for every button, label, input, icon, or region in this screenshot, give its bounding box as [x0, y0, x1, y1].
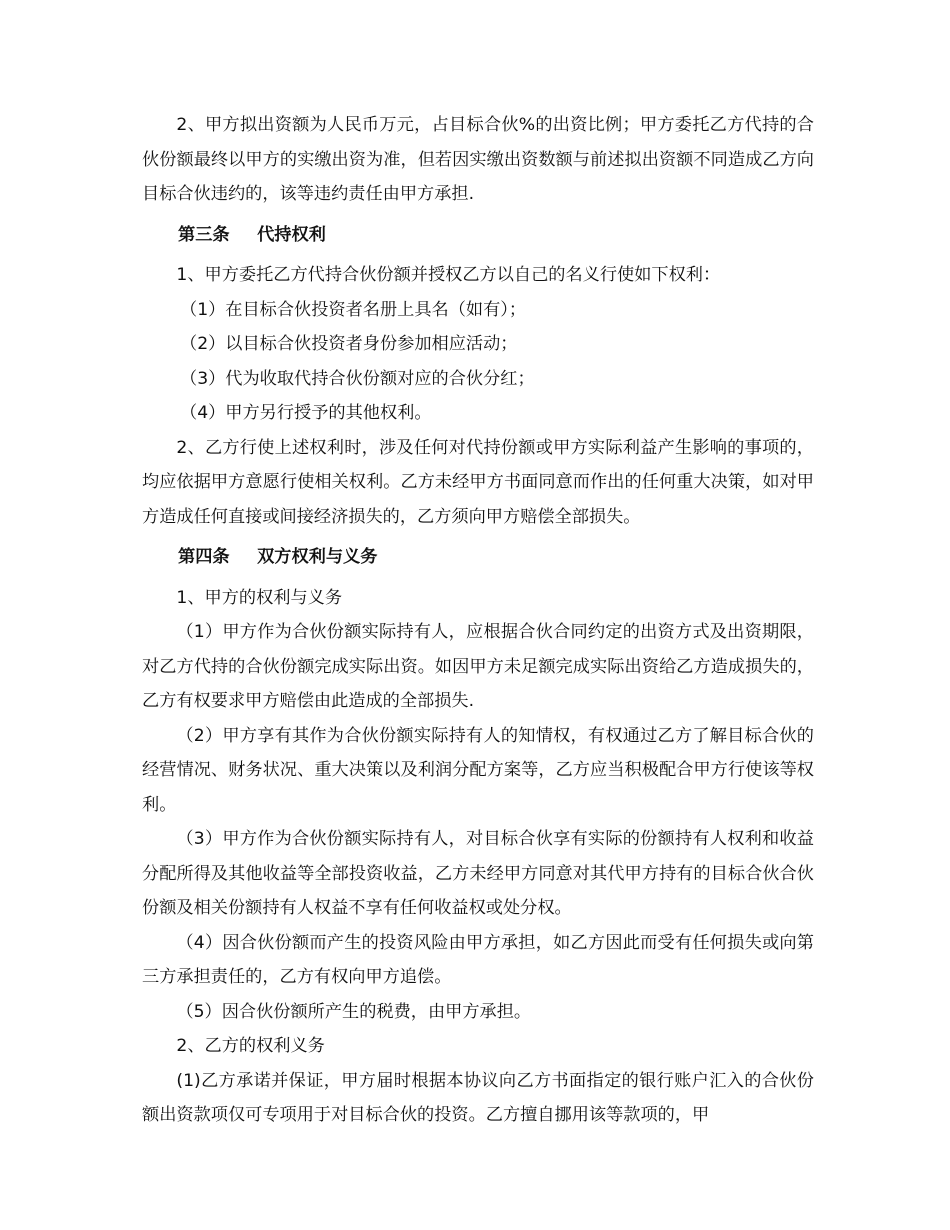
paragraph-party-a-item: （1）甲方作为合伙份额实际持有人，应根据合伙合同约定的出资方式及出资期限，对乙方代持的合伙份额完成实际出资。如因甲方未足额完成实际出资给乙方造成损失的，乙方有权要求甲方赔偿由此造成的全部损失. [142, 622, 814, 711]
paragraph-capital-contribution: 2、甲方拟出资额为人民币万元，占目标合伙%的出资比例；甲方委托乙方代持的合伙份额最终以甲方的实缴出资为准，但若因实缴出资数额与前述拟出资额不同造成乙方向目标合伙违约的，该等违约责任由甲方承担. [142, 115, 814, 204]
article-title: 双方权利与义务 [257, 547, 378, 567]
subheading-party-b: 2、乙方的权利义务 [176, 1036, 325, 1056]
article-number: 第三条 [178, 224, 230, 245]
document-body [142, 108, 814, 1133]
article-3-heading [142, 218, 814, 253]
list-item-right: （4）甲方另行授予的其他权利。 [180, 403, 432, 423]
list-item-right: （2）以目标合伙投资者身份参加相应活动； [180, 334, 518, 354]
list-item-right: （1）在目标合伙投资者名册上具名（如有）； [180, 299, 527, 320]
paragraph-party-a-item: （3）甲方作为合伙份额实际持有人，对目标合伙享有实际的份额持有人权利和收益分配所得及其他收益等全部投资收益，乙方未经甲方同意对其代甲方持有的目标合伙合伙份额及相关份额持有人权益不享有任何收益权或处分权。 [142, 829, 814, 918]
paragraph-exercise-rights: 2、乙方行使上述权利时，涉及任何对代持份额或甲方实际利益产生影响的事项的，均应依据甲方意愿行使相关权利。乙方未经甲方书面同意而作出的任何重大决策，如对甲方造成任何直接或间接经济损失的，乙方须向甲方赔偿全部损失。 [142, 437, 814, 527]
paragraph-party-a-item: （5）因合伙份额所产生的税费，由甲方承担。 [176, 1001, 532, 1022]
subheading-party-a: 1、甲方的权利与义务 [176, 587, 343, 608]
list-item-right: （3）代为收取代持合伙份额对应的合伙分红； [180, 368, 535, 389]
article-4-heading [142, 540, 814, 575]
article-title: 代持权利 [257, 224, 326, 245]
paragraph-party-a-item: （4）因合伙份额而产生的投资风险由甲方承担，如乙方因此而受有任何损失或向第三方承担责任的，乙方有权向甲方追偿。 [142, 932, 814, 987]
paragraph-authorization: 1、甲方委托乙方代持合伙份额并授权乙方以自己的名义行使如下权利： [176, 265, 721, 285]
paragraph-party-b-item: (1)乙方承诺并保证，甲方届时根据本协议向乙方书面指定的银行账户汇入的合伙份额出资款项仅可专项用于对目标合伙的投资。乙方擅自挪用该等款项的，甲 [142, 1070, 814, 1125]
article-number: 第四条 [178, 547, 230, 567]
paragraph-party-a-item: （2）甲方享有其作为合伙份额实际持有人的知情权，有权通过乙方了解目标合伙的经营情况、财务状况、重大决策以及利润分配方案等，乙方应当积极配合甲方行使该等权利。 [142, 725, 814, 815]
